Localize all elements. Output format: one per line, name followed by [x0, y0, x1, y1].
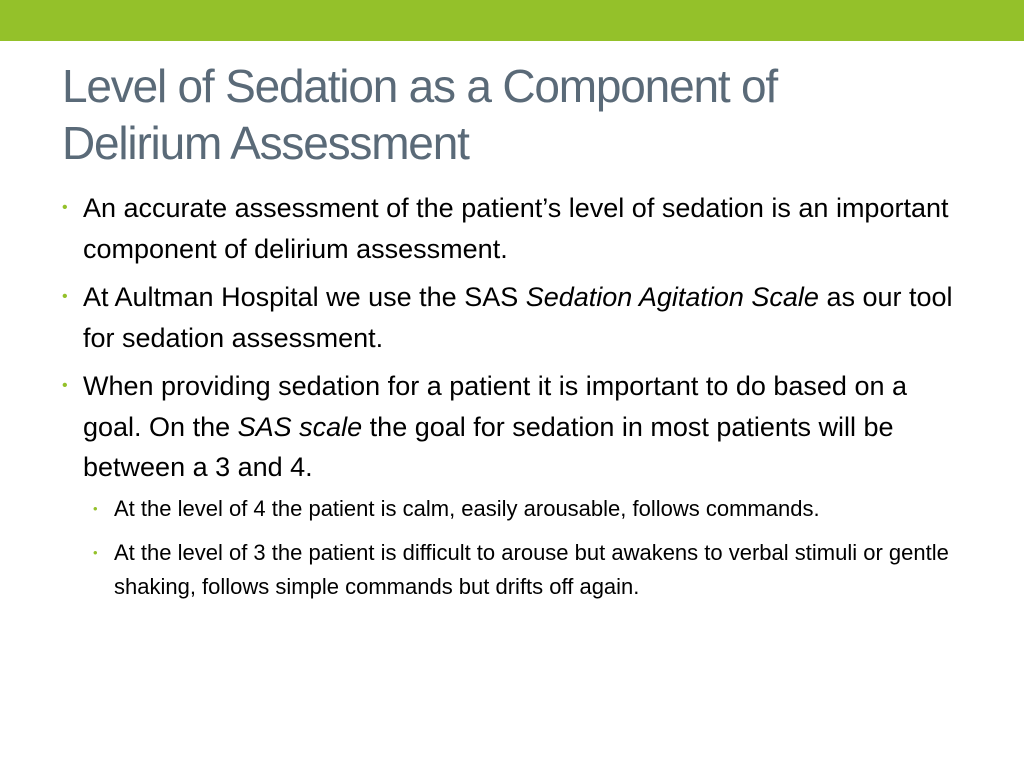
bullet-dot-icon: • [62, 199, 68, 216]
sub-bullet-item-level-3 [83, 536, 962, 604]
bullet-dot-icon: • [62, 377, 68, 394]
bullet-item-sas-tool [62, 277, 962, 358]
sub-bullet-text: At the level of 3 the patient is difficult to arouse but awakens to verbal stimuli or gentle shaking, follows simple commands but drifts off again. [114, 539, 949, 599]
bullet-item-accurate-assessment [62, 188, 962, 269]
bullet-text-italic: SAS scale [237, 411, 363, 442]
bullet-list [62, 188, 962, 614]
slide-title-line-1: Level of Sedation as a Component of [62, 60, 777, 112]
sub-bullet-list [83, 492, 962, 604]
slide-title-line-2: Delirium Assessment [62, 117, 469, 169]
bullet-text [83, 366, 962, 488]
sub-bullet-text: At the level of 4 the patient is calm, easily arousable, follows commands. [114, 495, 820, 521]
bullet-text [83, 277, 962, 358]
sub-bullet-item-level-4 [83, 492, 962, 526]
bullet-text-italic: Sedation Agitation Scale [525, 282, 819, 312]
bullet-text: An accurate assessment of the patient’s level of sedation is an important component of delirium assessment. [83, 193, 949, 264]
top-accent-bar [0, 0, 1024, 41]
sub-bullet-dot-icon: • [93, 500, 98, 516]
bullet-text-plain: as our tool for sedation assessment. [83, 282, 953, 353]
bullet-dot-icon: • [62, 288, 68, 305]
bullet-item-sedation-goal [62, 366, 962, 604]
bullet-text-plain: When providing sedation for a patient it is important to do based on a goal. On the [83, 371, 908, 442]
bullet-text-plain: At Aultman Hospital we use the SAS [83, 282, 526, 312]
slide-title [62, 58, 962, 172]
bullet-text-plain: the goal for sedation in most patients will be between a 3 and 4. [83, 411, 894, 482]
sub-bullet-dot-icon: • [93, 544, 98, 560]
